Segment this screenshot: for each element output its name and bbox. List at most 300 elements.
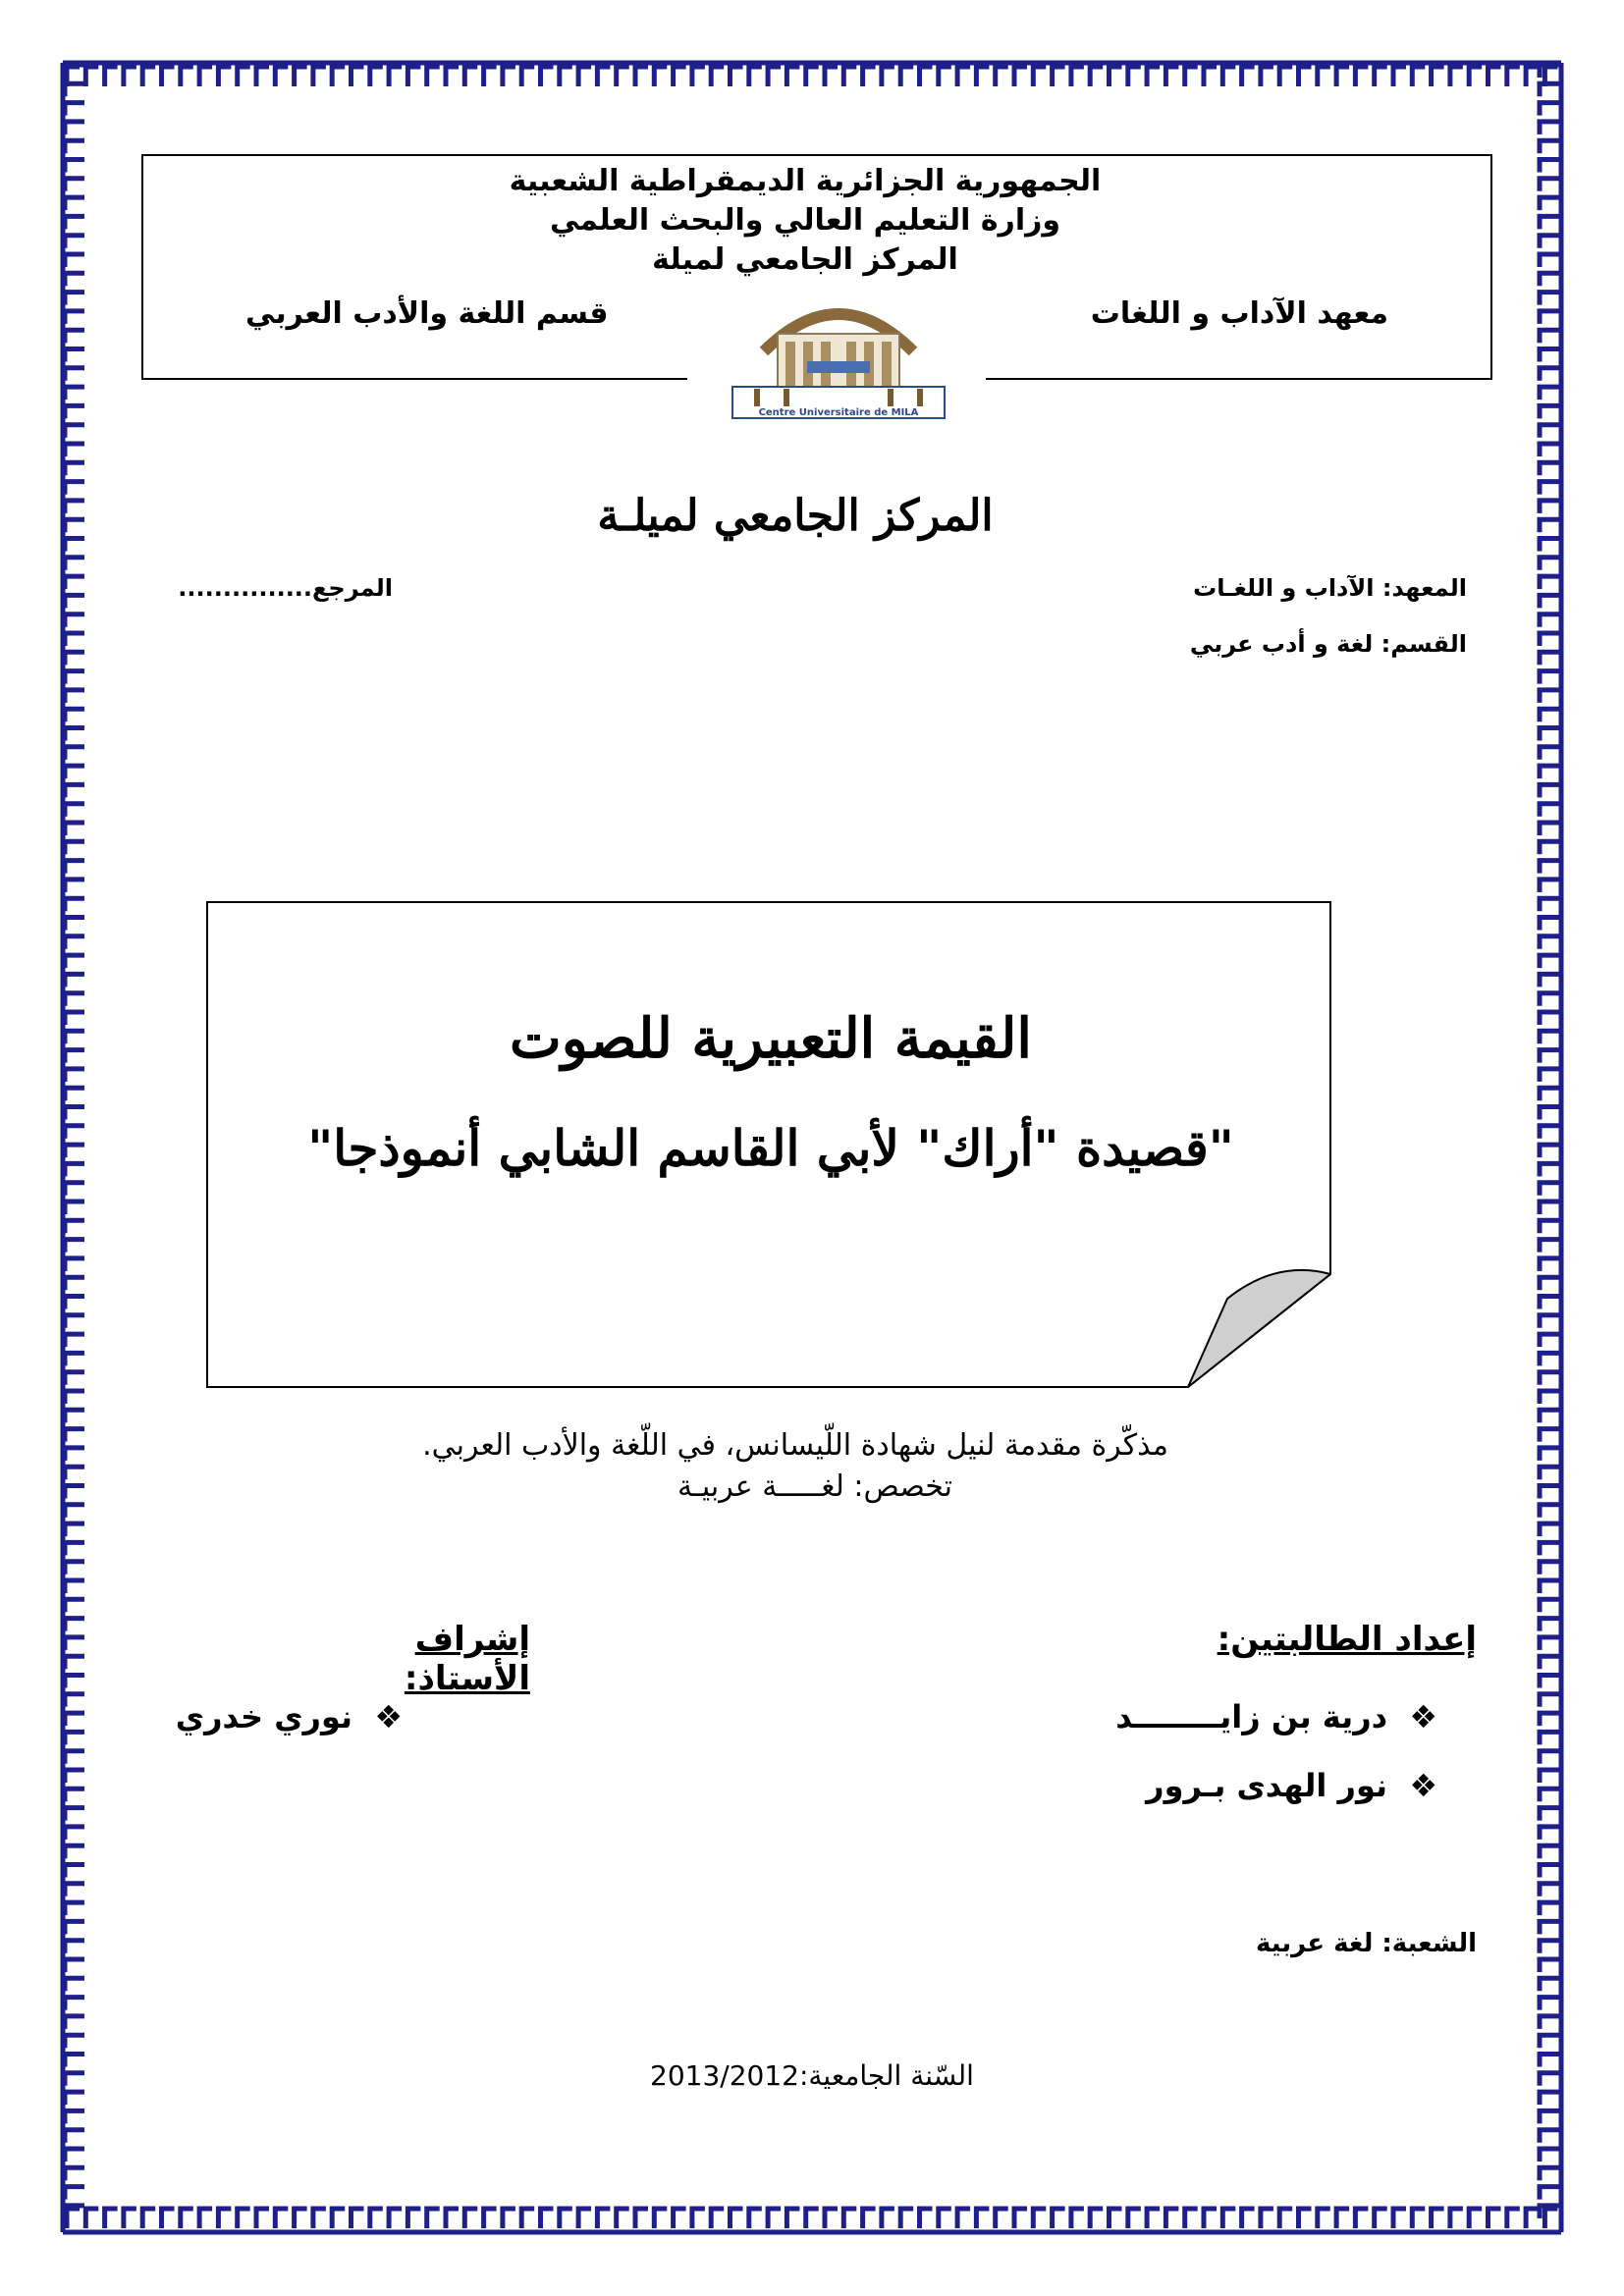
border-segment — [578, 67, 591, 86]
logo-caption: Centre Universitaire de MILA — [758, 407, 919, 418]
border-segment — [1540, 1827, 1559, 1840]
border-segment — [1540, 1353, 1559, 1365]
border-segment — [597, 2209, 610, 2228]
border-segment — [65, 1183, 84, 1196]
border-segment — [1299, 67, 1312, 86]
diamond-bullet-icon: ❖ — [1409, 1767, 1437, 1804]
border-segment — [65, 1107, 84, 1120]
border-segment — [65, 482, 84, 495]
border-segment — [65, 766, 84, 778]
border-segment — [1318, 2209, 1330, 2228]
border-segment — [65, 1637, 84, 1650]
border-segment — [1279, 67, 1292, 86]
border-segment — [1489, 67, 1501, 86]
border-segment — [275, 67, 288, 86]
border-segment — [370, 2209, 383, 2228]
border-segment — [900, 2209, 913, 2228]
border-segment — [65, 1315, 84, 1328]
border-segment — [65, 936, 84, 949]
border-segment — [65, 501, 84, 513]
border-segment — [67, 2209, 80, 2228]
border-segment — [65, 1523, 84, 1536]
border-segment — [1540, 784, 1559, 797]
border-segment — [1165, 67, 1178, 86]
border-segment — [786, 2209, 799, 2228]
border-segment — [1110, 67, 1122, 86]
specialty: تخصص: لغـــــة عربيـة — [677, 1469, 953, 1504]
border-segment — [1540, 2016, 1559, 2029]
border-segment — [352, 67, 364, 86]
border-segment — [1393, 67, 1406, 86]
border-segment — [199, 2209, 212, 2228]
border-segment — [1540, 2035, 1559, 2048]
border-segment — [654, 2209, 667, 2228]
border-segment — [843, 67, 856, 86]
border-segment — [238, 67, 250, 86]
border-segment — [389, 67, 402, 86]
border-segment — [1540, 1012, 1559, 1025]
border-segment — [1540, 1467, 1559, 1479]
border-segment — [65, 1031, 84, 1043]
border-segment — [65, 1619, 84, 1631]
border-segment — [65, 671, 84, 684]
border-segment — [65, 614, 84, 627]
border-segment — [65, 1599, 84, 1612]
border-left — [63, 63, 84, 2232]
border-segment — [65, 1580, 84, 1593]
border-segment — [65, 1012, 84, 1025]
border-segment — [65, 1486, 84, 1499]
diamond-bullet-icon: ❖ — [1409, 1698, 1437, 1735]
branch: الشعبة: لغة عربية — [1256, 1929, 1477, 1958]
border-segment — [1540, 880, 1559, 892]
border-segment — [731, 67, 743, 86]
border-segment — [65, 690, 84, 703]
border-segment — [65, 1201, 84, 1214]
border-segment — [1540, 1145, 1559, 1157]
border-segment — [825, 2209, 838, 2228]
border-segment — [65, 1372, 84, 1385]
border-segment — [1014, 2209, 1027, 2228]
border-segment — [65, 2187, 84, 2200]
border-segment — [427, 2209, 440, 2228]
border-segment — [1299, 2209, 1312, 2228]
institute-name: معهد الآداب و اللغات — [1090, 296, 1388, 331]
border-segment — [1540, 1751, 1559, 1764]
border-segment — [1355, 2209, 1368, 2228]
border-segment — [65, 2073, 84, 2086]
border-segment — [1540, 1770, 1559, 1783]
border-segment — [1540, 1656, 1559, 1669]
border-segment — [1540, 2149, 1559, 2162]
border-segment — [65, 236, 84, 248]
border-segment — [1540, 1978, 1559, 1991]
border-segment — [674, 2209, 686, 2228]
border-segment — [65, 462, 84, 475]
border-segment — [65, 633, 84, 646]
border-segment — [65, 652, 84, 665]
border-segment — [1204, 2209, 1217, 2228]
border-segment — [1540, 898, 1559, 911]
border-segment — [1540, 1315, 1559, 1328]
border-segment — [65, 311, 84, 324]
border-segment — [65, 898, 84, 911]
border-segment — [1540, 1163, 1559, 1176]
border-segment — [124, 2209, 136, 2228]
border-segment — [1540, 83, 1559, 96]
border-segment — [65, 784, 84, 797]
border-segment — [1053, 2209, 1065, 2228]
border-segment — [65, 595, 84, 608]
border-segment — [1540, 841, 1559, 854]
border-segment — [863, 67, 876, 86]
republic-name: الجمهورية الجزائرية الديمقراطية الشعبية — [509, 164, 1102, 198]
border-segment — [65, 273, 84, 286]
border-segment — [65, 1751, 84, 1764]
border-segment — [105, 67, 118, 86]
border-segment — [1185, 2209, 1198, 2228]
border-segment — [1540, 1713, 1559, 1726]
border-segment — [1540, 1959, 1559, 1972]
border-segment — [768, 67, 781, 86]
border-segment — [1071, 2209, 1084, 2228]
border-segment — [65, 576, 84, 589]
border-segment — [1279, 2209, 1292, 2228]
border-segment — [1540, 2110, 1559, 2123]
border-segment — [65, 861, 84, 874]
border-segment — [1318, 67, 1330, 86]
border-segment — [1033, 67, 1046, 86]
border-segment — [65, 1069, 84, 1082]
border-segment — [1540, 405, 1559, 418]
supervisor-heading: إشراف الأستاذ: — [404, 1620, 530, 1698]
thesis-subtitle: "قصيدة "أراك" لأبي القاسم الشابي أنموذجا" — [307, 1119, 1234, 1177]
border-segment — [1540, 918, 1559, 931]
border-segment — [1540, 1505, 1559, 1518]
border-segment — [65, 2016, 84, 2029]
border-segment — [1540, 1637, 1559, 1650]
border-segment — [1540, 1372, 1559, 1385]
border-segment — [124, 67, 136, 86]
border-segment — [1540, 140, 1559, 153]
border-segment — [560, 2209, 572, 2228]
border-segment — [1540, 444, 1559, 456]
border-segment — [65, 1827, 84, 1840]
border-segment — [1540, 1562, 1559, 1575]
border-segment — [65, 2130, 84, 2143]
border-segment — [1540, 993, 1559, 1006]
border-segment — [920, 2209, 933, 2228]
border-segment — [1540, 425, 1559, 438]
border-segment — [635, 67, 648, 86]
border-segment — [105, 2209, 118, 2228]
border-segment — [65, 1770, 84, 1783]
border-segment — [1128, 67, 1141, 86]
border-segment — [65, 1978, 84, 1991]
border-segment — [578, 2209, 591, 2228]
border-segment — [162, 67, 175, 86]
border-segment — [427, 67, 440, 86]
border-segment — [1540, 1732, 1559, 1744]
reference-line: المرجع............... — [178, 574, 393, 602]
border-segment — [65, 804, 84, 817]
border-bottom — [63, 2209, 1561, 2232]
border-segment — [65, 349, 84, 362]
border-segment — [1507, 67, 1520, 86]
border-segment — [1185, 67, 1198, 86]
border-segment — [65, 1277, 84, 1290]
border-segment — [1540, 1391, 1559, 1404]
border-segment — [1261, 2209, 1273, 2228]
border-segment — [996, 2209, 1008, 2228]
border-segment — [65, 83, 84, 96]
border-segment — [181, 67, 193, 86]
border-segment — [1540, 160, 1559, 173]
border-segment — [1540, 709, 1559, 721]
border-segment — [1540, 103, 1559, 116]
border-segment — [464, 67, 477, 86]
border-segment — [65, 955, 84, 968]
center-name: المركز الجامعي لميلة — [652, 242, 958, 277]
border-segment — [1393, 2209, 1406, 2228]
border-segment — [65, 1542, 84, 1555]
border-segment — [1540, 1240, 1559, 1253]
border-segment — [65, 1240, 84, 1253]
border-segment — [65, 1088, 84, 1100]
border-segment — [65, 1694, 84, 1707]
thesis-title: القيمة التعبيرية للصوت — [510, 1006, 1032, 1071]
border-segment — [65, 1505, 84, 1518]
border-segment — [957, 2209, 970, 2228]
border-segment — [65, 974, 84, 987]
border-segment — [1242, 67, 1255, 86]
border-segment — [882, 67, 894, 86]
ministry-name: وزارة التعليم العالي والبحث العلمي — [549, 203, 1061, 238]
border-segment — [503, 67, 515, 86]
border-segment — [65, 1865, 84, 1878]
border-segment — [65, 179, 84, 191]
border-segment — [1540, 293, 1559, 305]
border-segment — [1147, 2209, 1160, 2228]
border-segment — [843, 2209, 856, 2228]
border-segment — [1540, 273, 1559, 286]
border-segment — [1540, 1201, 1559, 1214]
border-segment — [218, 2209, 231, 2228]
border-segment — [1540, 861, 1559, 874]
border-segment — [65, 216, 84, 229]
border-segment — [1540, 1941, 1559, 1953]
border-segment — [617, 67, 629, 86]
student-1-name: درية بن زايــــــــد — [1115, 1698, 1388, 1735]
border-segment — [1540, 2130, 1559, 2143]
border-segment — [731, 2209, 743, 2228]
border-segment — [1540, 2055, 1559, 2067]
border-segment — [503, 2209, 515, 2228]
border-segment — [1540, 1220, 1559, 1233]
border-segment — [521, 67, 534, 86]
institute-line: المعهد: الآداب و اللغـات — [1193, 574, 1467, 602]
border-segment — [65, 293, 84, 305]
border-segment — [1540, 2073, 1559, 2086]
border-segment — [1540, 747, 1559, 760]
diamond-bullet-icon: ❖ — [374, 1698, 403, 1735]
border-segment — [521, 2209, 534, 2228]
student-1 — [809, 1698, 1437, 1735]
border-segment — [238, 2209, 250, 2228]
border-segment — [1540, 236, 1559, 248]
border-segment — [1540, 2167, 1559, 2180]
border-segment — [1540, 804, 1559, 817]
border-segment — [65, 519, 84, 532]
border-segment — [1014, 67, 1027, 86]
border-segment — [617, 2209, 629, 2228]
border-top — [63, 63, 1561, 86]
border-segment — [332, 67, 345, 86]
border-segment — [692, 67, 705, 86]
border-segment — [1540, 311, 1559, 324]
border-segment — [1540, 1050, 1559, 1063]
border-segment — [65, 1050, 84, 1063]
border-segment — [65, 160, 84, 173]
border-segment — [65, 405, 84, 418]
border-segment — [65, 1258, 84, 1271]
border-segment — [1540, 1107, 1559, 1120]
border-segment — [1540, 1676, 1559, 1688]
border-segment — [976, 2209, 989, 2228]
border-segment — [541, 2209, 554, 2228]
border-segment — [939, 2209, 951, 2228]
supervisor — [157, 1698, 403, 1735]
border-segment — [162, 2209, 175, 2228]
border-segment — [65, 254, 84, 267]
border-segment — [295, 67, 307, 86]
border-segment — [1540, 1694, 1559, 1707]
border-segment — [1540, 936, 1559, 949]
border-segment — [1540, 614, 1559, 627]
border-segment — [1540, 1031, 1559, 1043]
border-segment — [1540, 216, 1559, 229]
border-segment — [749, 2209, 762, 2228]
border-segment — [65, 993, 84, 1006]
border-segment — [1450, 2209, 1463, 2228]
border-segment — [1526, 67, 1539, 86]
students-heading: إعداد الطالبتين: — [1217, 1620, 1477, 1659]
border-segment — [1540, 254, 1559, 267]
border-segment — [65, 1334, 84, 1347]
border-segment — [1540, 633, 1559, 646]
border-segment — [1128, 2209, 1141, 2228]
border-segment — [65, 2167, 84, 2180]
border-segment — [407, 67, 420, 86]
border-segment — [1540, 1258, 1559, 1271]
border-segment — [711, 67, 724, 86]
university-logo — [725, 287, 952, 422]
border-segment — [920, 67, 933, 86]
border-segment — [1540, 179, 1559, 191]
border-segment — [65, 1808, 84, 1821]
border-segment — [65, 2035, 84, 2048]
border-segment — [484, 2209, 497, 2228]
border-segment — [65, 1429, 84, 1442]
border-segment — [825, 67, 838, 86]
border-segment — [1540, 576, 1559, 589]
border-segment — [65, 823, 84, 835]
border-segment — [1432, 2209, 1444, 2228]
border-segment — [65, 841, 84, 854]
border-segment — [65, 1448, 84, 1461]
border-segment — [65, 330, 84, 343]
student-2 — [809, 1767, 1437, 1804]
border-segment — [332, 2209, 345, 2228]
border-segment — [1540, 1183, 1559, 1196]
border-segment — [1355, 67, 1368, 86]
border-segment — [976, 67, 989, 86]
border-segment — [65, 1959, 84, 1972]
border-segment — [1165, 2209, 1178, 2228]
border-segment — [65, 1713, 84, 1726]
border-segment — [65, 1353, 84, 1365]
border-segment — [1540, 1921, 1559, 1934]
border-segment — [446, 2209, 459, 2228]
border-right — [1540, 63, 1561, 2232]
border-segment — [65, 103, 84, 116]
border-segment — [65, 2149, 84, 2162]
border-segment — [1540, 1884, 1559, 1896]
border-segment — [65, 1676, 84, 1688]
border-segment — [900, 67, 913, 86]
border-segment — [1540, 1998, 1559, 2010]
border-segment — [1540, 1277, 1559, 1290]
border-segment — [1540, 1808, 1559, 1821]
border-segment — [1242, 2209, 1255, 2228]
border-segment — [65, 1884, 84, 1896]
border-segment — [786, 67, 799, 86]
student-2-name: نور الهدى بـرور — [1146, 1767, 1388, 1804]
border-segment — [1540, 539, 1559, 552]
border-segment — [352, 2209, 364, 2228]
border-segment — [1540, 1580, 1559, 1593]
border-segment — [65, 1845, 84, 1858]
submission-purpose: مذكّرة مقدمة لنيل شهادة اللّيسانس، في اللّغة والأدب العربي. — [422, 1428, 1168, 1463]
border-segment — [1336, 2209, 1349, 2228]
border-segment — [1540, 2092, 1559, 2105]
border-segment — [65, 2110, 84, 2123]
border-segment — [1540, 1902, 1559, 1915]
academic-year: السّنة الجامعية:2013/2012 — [650, 2059, 974, 2092]
border-segment — [275, 2209, 288, 2228]
border-segment — [464, 2209, 477, 2228]
border-segment — [65, 747, 84, 760]
border-segment — [1336, 67, 1349, 86]
border-segment — [370, 67, 383, 86]
border-segment — [65, 1902, 84, 1915]
border-segment — [1540, 823, 1559, 835]
supervisor-name: نوري خدري — [175, 1698, 353, 1735]
border-segment — [389, 2209, 402, 2228]
border-segment — [1540, 1523, 1559, 1536]
border-segment — [1540, 690, 1559, 703]
border-segment — [1540, 482, 1559, 495]
border-segment — [1540, 519, 1559, 532]
border-segment — [1526, 2209, 1539, 2228]
border-segment — [313, 67, 326, 86]
border-segment — [1540, 1297, 1559, 1309]
border-segment — [1540, 1599, 1559, 1612]
border-segment — [1540, 462, 1559, 475]
border-segment — [1540, 955, 1559, 968]
border-segment — [1540, 1619, 1559, 1631]
border-segment — [484, 67, 497, 86]
